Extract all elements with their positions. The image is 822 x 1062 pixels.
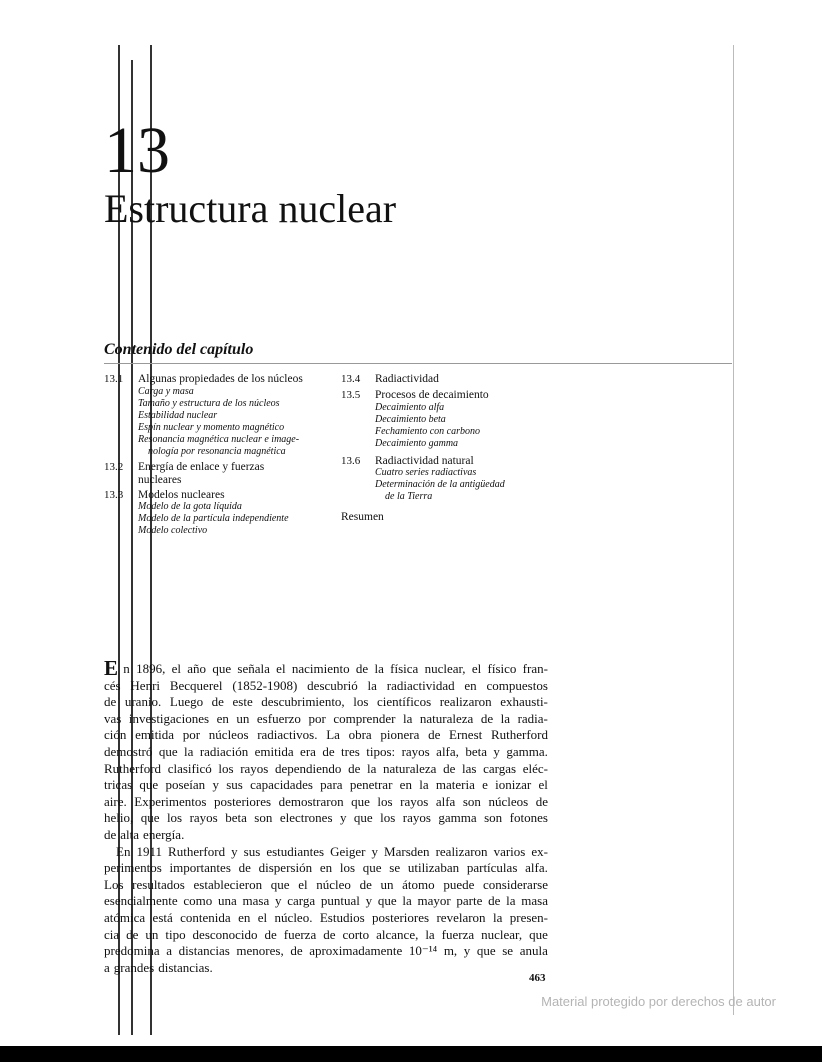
toc-left-column (104, 372, 334, 537)
body-line: cés Henri Becquerel (1852-1908) descubrió la radiactividad en compuestos (104, 677, 548, 693)
body-line: esencialmente como una masa y carga puntual y que la mayor parte de la masa (104, 893, 548, 909)
toc-subsection: Determinación de la antigüedad (375, 479, 505, 491)
toc-section (341, 373, 541, 386)
toc-subsection: Modelo de la partícula independiente (138, 513, 289, 525)
toc-section (341, 455, 541, 504)
toc-section (104, 489, 334, 538)
scan-line (733, 45, 734, 1015)
toc-section (341, 389, 541, 450)
toc-section (104, 373, 334, 458)
toc-subsection: Modelo de la gota líquida (138, 501, 242, 513)
toc-section-title: Radiactividad (375, 373, 439, 385)
toc-subsection: Decaimiento gamma (375, 437, 459, 449)
toc-section (104, 461, 334, 486)
chapter-title: Estructura nuclear (104, 186, 397, 231)
body-line: Rutherford clasificó los rayos dependiendo de la naturaleza de las cargas eléc- (104, 760, 548, 776)
toc-divider (104, 363, 732, 364)
toc-section-title-cont: nucleares (138, 473, 182, 486)
body-line: demostró que la radiación emitida era de tres tipos: rayos alfa, beta y gamma. (104, 743, 548, 759)
toc-section-title: Modelos nucleares (138, 488, 225, 501)
toc-subsection: Decaimiento alfa (375, 401, 445, 413)
toc-subsection: Decaimiento beta (375, 413, 446, 425)
toc-section-number: 13.6 (341, 454, 361, 467)
body-line: de alta energía. (104, 826, 185, 842)
chapter-number: 13 (104, 114, 170, 187)
toc-subsection: Espín nuclear y momento magnético (138, 421, 285, 433)
body-line: atómica está contenida en el núcleo. Estudios posteriores revelaron la presen- (104, 909, 548, 925)
toc-subsection: Resonancia magnética nuclear e image- (138, 433, 300, 445)
body-line: En 1911 Rutherford y sus estudiantes Geiger y Marsden realizaron varios ex- (116, 843, 548, 859)
body-line: predomina a distancias menores, de aproximadamente 10⁻¹⁴ m, y que se anula (104, 943, 548, 959)
toc-subsection: nología por resonancia magnética (148, 445, 286, 457)
body-line: vas investigaciones en un esfuerzo por comprender la naturaleza de la radia- (104, 710, 548, 726)
body-line: aire. Experimentos posteriores demostraron que los rayos alfa son núcleos de (104, 793, 548, 809)
toc-subsection: Carga y masa (138, 385, 194, 397)
body-line: cia de un tipo desconocido de fuerza de corto alcance, la fuerza nuclear, que (104, 926, 548, 942)
body-line: de uranio. Luego de este descubrimiento, los científicos realizaron exhausti- (104, 694, 548, 710)
body-line: perimentos importantes de dispersión en los que se utilizaban partículas alfa. (104, 860, 548, 876)
drop-cap: E (104, 656, 119, 680)
copyright-watermark: Material protegido por derechos de autor (541, 994, 776, 1009)
toc-section-title: Algunas propiedades de los núcleos (138, 373, 303, 385)
toc-subsection: de la Tierra (385, 491, 433, 503)
toc-right-column (341, 372, 541, 524)
body-line: E n 1896, el año que señala el nacimiento de la física nuclear, el físico fran- (104, 656, 548, 680)
toc-section-number: 13.5 (341, 388, 361, 401)
toc-section-number: 13.3 (104, 488, 124, 501)
toc-subsection: Tamaño y estructura de los núcleos (138, 397, 280, 409)
body-line: helio, que los rayos beta son electrones y que los rayos gamma son fotones (104, 810, 548, 826)
toc-subsection: Fechamiento con carbono (375, 425, 480, 437)
bottom-bar (0, 1046, 822, 1062)
body-line: ción emitida por núcleos radiactivos. La obra pionera de Ernest Rutherford (104, 727, 548, 743)
toc-section-number: 13.1 (104, 373, 124, 385)
toc-heading: Contenido del capítulo (104, 341, 254, 358)
body-line: Los resultados establecieron que el núcleo de un átomo puede considerarse (104, 876, 548, 892)
body-text (104, 656, 548, 976)
body-line: a grandes distancias. (104, 959, 213, 975)
toc-subsection: Estabilidad nuclear (138, 409, 218, 421)
toc-section-number: 13.2 (104, 460, 124, 473)
page-number: 463 (529, 972, 546, 984)
toc-section-number: 13.4 (341, 373, 361, 385)
toc-subsection: Cuatro series radiactivas (375, 467, 477, 479)
toc-subsection: Modelo colectivo (138, 525, 208, 537)
toc-section-title: Procesos de decaimiento (375, 388, 489, 401)
body-line: tricas que poseían y sus capacidades para penetrar en la materia e ionizar el (104, 777, 548, 793)
toc-summary: Resumen (341, 511, 384, 524)
toc-section-title: Energía de enlace y fuerzas (138, 460, 265, 473)
toc-section-title: Radiactividad natural (375, 454, 474, 467)
